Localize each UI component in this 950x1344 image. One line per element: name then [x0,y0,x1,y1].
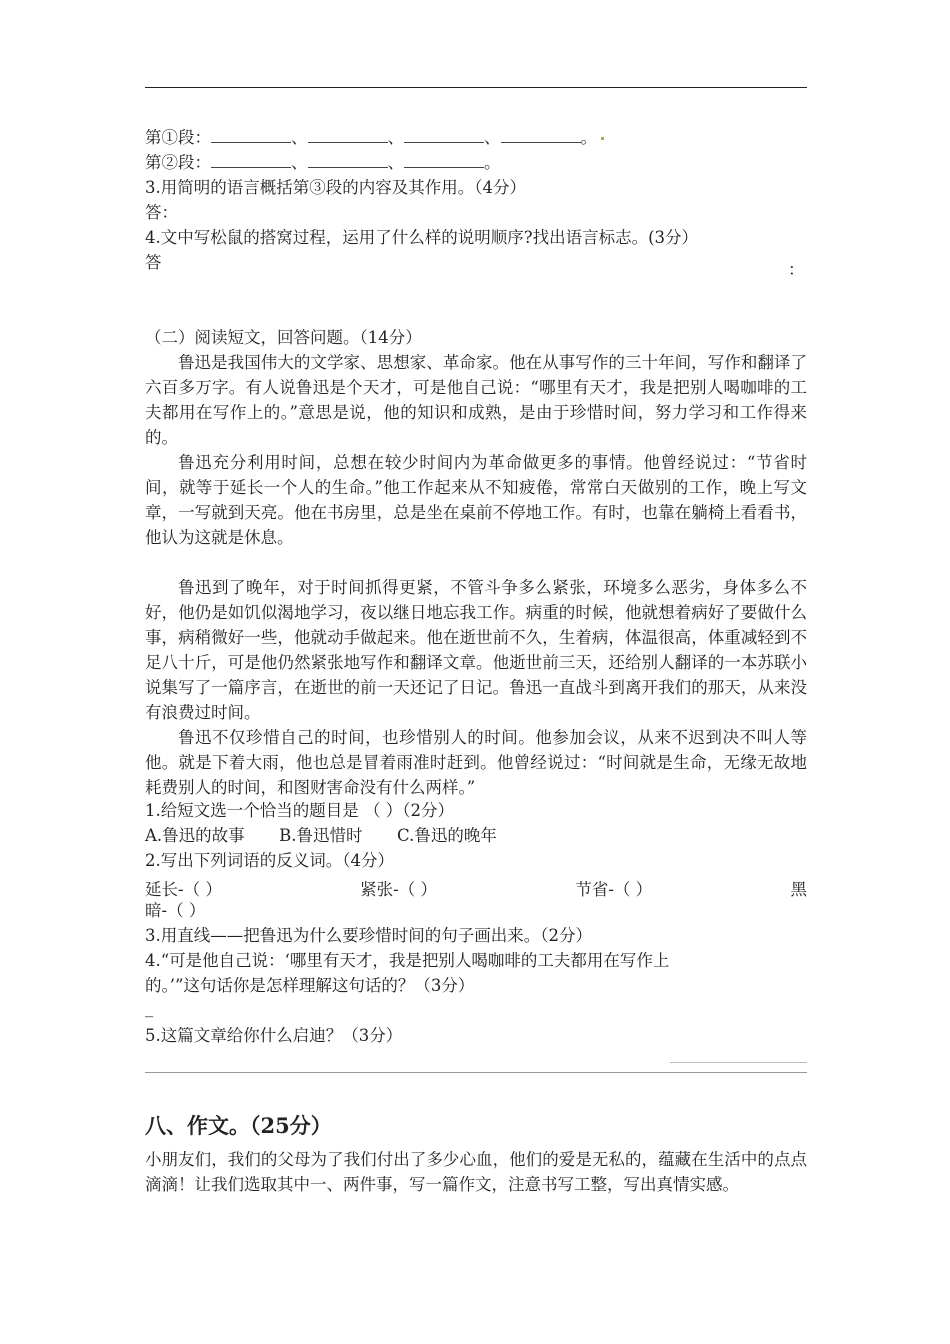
blank[interactable] [308,128,388,143]
passage-paragraph-4: 鲁迅不仅珍惜自己的时间，也珍惜别人的时间。他参加会议，从来不迟到决不叫人等他。就是下着大雨，他也总是冒着雨准时赶到。他曾经说过：“时间就是生命，无缘无故地耗费别人的时间，和图财害命没有什么两样。” [145,728,807,797]
question-3: 3.用简明的语言概括第③段的内容及其作用。（4分） [145,178,526,197]
section-2-title: （二）阅读短文，回答问题。（14分） [145,328,422,347]
question-2-4b: 的。’”这句话你是怎样理解这句话的？（3分） [145,976,475,995]
para1-answer-line [145,128,604,148]
question-2-3: 3.用直线——把鲁迅为什么要珍惜时间的句子画出来。（2分） [145,926,592,945]
label: 第①段： [145,128,211,147]
passage-paragraph-2: 鲁迅充分利用时间，总想在较少时间内为革命做更多的事情。他曾经说过：“节省时间，就等于延长一个人的生命。”他工作起来从不知疲倦，常常白天做别的工作，晚上写文章，一写就到天亮。他在书房里，总是坐在桌前不停地工作。有时，也靠在躺椅上看看书，他认为这就是休息。 [145,453,807,547]
sep: 、 [291,128,308,147]
top-rule [145,87,807,88]
blank[interactable] [404,153,484,168]
blank[interactable] [211,153,291,168]
question-2-1: 1.给短文选一个恰当的题目是 （ ）（2分） [145,801,454,820]
label: 第②段： [145,153,211,172]
blank[interactable] [404,128,484,143]
passage-paragraph-1: 鲁迅是我国伟大的文学家、思想家、革命家。他在从事写作的三十年间，写作和翻译了六百多万字。有人说鲁迅是个天才，可是他自己说：“哪里有天才，我是把别人喝咖啡的工夫都用在写作上的。”意思是说，他的知识和成熟，是由于珍惜时间，努力学习和工作得来的。 [145,353,807,447]
answer-dash[interactable]: _ [145,998,154,1017]
answer-line-short[interactable] [670,1062,807,1063]
end: 。 [580,128,597,147]
sep: 、 [291,153,308,172]
section-8-title: 八、作文。（25分） [145,1113,332,1138]
blank[interactable] [501,128,581,143]
question-2-2: 2.写出下列词语的反义词。（4分） [145,851,394,870]
end: 。 [484,153,501,172]
option-a[interactable]: A.鲁迅的故事 [145,826,245,845]
sep: 、 [387,153,404,172]
marker-dot [601,137,604,140]
passage-paragraph-3: 鲁迅到了晚年，对于时间抓得更紧，不管斗争多么紧张，环境多么恶劣，身体多么不好，他仍是如饥似渴地学习，夜以继日地忘我工作。病重的时候，他就想着病好了要做什么事，病稍微好一些，他就动手做起来。他在逝世前不久，生着病，体温很高，体重减轻到不足八十斤，可是他仍然紧张地写作和翻译文章。他逝世前三天，还给别人翻译的一本苏联小说集写了一篇序言，在逝世的前一天还记了日记。鲁迅一直战斗到离开我们的那天，从来没有浪费过时间。 [145,578,807,722]
answer-label-2: 答 [145,253,162,272]
question-4: 4.文中写松鼠的搭窝过程，运用了什么样的说明顺序?找出语言标志。(3分） [145,228,699,247]
blank[interactable] [308,153,388,168]
answer-label: 答： [145,203,178,222]
antonym-4-start: 黑 [790,880,807,899]
question-2-5: 5.这篇文章给你什么启迪？（3分） [145,1026,403,1045]
answer-line[interactable] [145,1072,807,1073]
sep: 、 [484,128,501,147]
antonym-3[interactable]: 节省-（ ） [575,880,653,899]
antonym-1[interactable]: 延长-（ ） [145,880,222,899]
question-2-1-options [145,826,497,846]
question-2-4a: 4.“可是他自己说：‘哪里有天才，我是把别人喝咖啡的工夫都用在写作上 [145,951,670,970]
option-b[interactable]: B.鲁迅惜时 [279,826,363,845]
option-c[interactable]: C.鲁迅的晚年 [397,826,497,845]
essay-prompt: 小朋友们，我们的父母为了我们付出了多少心血，他们的爱是无私的，蕴藏在生活中的点点滴滴！让我们选取其中一、两件事，写一篇作文，注意书写工整，写出真情实感。 [145,1150,807,1194]
sep: 、 [387,128,404,147]
blank[interactable] [211,128,291,143]
antonym-4-cont[interactable]: 暗-（ ） [145,901,206,920]
antonym-row [145,876,807,900]
para2-answer-line [145,153,501,173]
answer-colon: ： [788,260,805,279]
antonym-2[interactable]: 紧张-（ ） [360,880,437,899]
